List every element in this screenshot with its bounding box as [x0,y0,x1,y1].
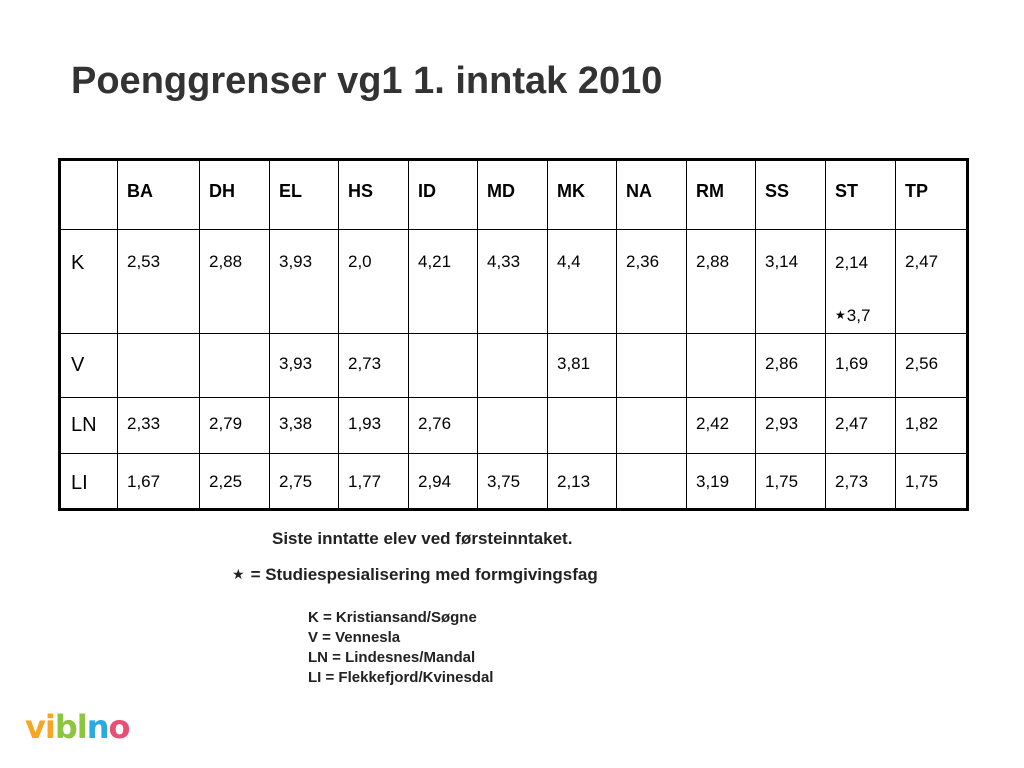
star-legend-note [232,565,598,585]
table-cell: 1,93 [339,398,409,454]
table-cell: 4,4 [548,230,617,334]
corner-cell [60,160,118,230]
table-cell: 4,21 [409,230,478,334]
table-cell [478,334,548,398]
legend-item: LN = Lindesnes/Mandal [308,649,476,666]
table-cell: 2,86 [756,334,826,398]
table-cell: 3,38 [270,398,339,454]
table-header-row [60,160,968,230]
logo-part: vi [25,708,55,746]
column-header: EL [270,160,339,230]
table-cell: 2,25 [200,454,270,510]
row-label: LN [60,398,118,454]
table-cell: 2,73 [339,334,409,398]
table-cell: 2,36 [617,230,687,334]
table-cell [200,334,270,398]
column-header: ID [409,160,478,230]
table-cell: 2,42 [687,398,756,454]
logo-part: bl [54,708,87,746]
table-cell: 3,81 [548,334,617,398]
table-row [60,230,968,334]
table-cell: 1,77 [339,454,409,510]
table-cell: 2,88 [200,230,270,334]
table-cell [617,398,687,454]
row-label: K [60,230,118,334]
table-cell: 4,33 [478,230,548,334]
score-table [58,158,969,511]
table-cell [409,334,478,398]
table-cell [478,398,548,454]
column-header: HS [339,160,409,230]
table-row [60,454,968,510]
table-cell [687,334,756,398]
table-cell: 2,53 [118,230,200,334]
table-cell: 3,93 [270,334,339,398]
table-cell [548,398,617,454]
slide-title: Poenggrenser vg1 1. inntak 2010 [71,60,663,102]
table-cell: 2,88 [687,230,756,334]
table-cell: 2,75 [270,454,339,510]
st-formgiving-value: 3,7 [846,306,871,325]
table-cell: 2,79 [200,398,270,454]
table-cell: 1,75 [896,454,968,510]
table-cell: 2,33 [118,398,200,454]
star-icon: ★ [835,308,846,322]
column-header: NA [617,160,687,230]
table-cell [617,454,687,510]
legend-item: V = Vennesla [308,629,401,646]
table-cell-value: 2,14 [835,253,869,272]
table-cell: 2,76 [409,398,478,454]
table-cell: 3,75 [478,454,548,510]
table-cell: 2,73 [826,454,896,510]
legend-item: K = Kristiansand/Søgne [308,609,477,626]
table-cell: 2,47 [896,230,968,334]
star-legend-text: = Studiespesialisering med formgivingsfag [250,565,598,584]
column-header: DH [200,160,270,230]
table-row [60,398,968,454]
column-header: ST [826,160,896,230]
table-cell [118,334,200,398]
logo-part: o [108,708,130,746]
table-cell-st [826,230,896,334]
star-icon: ★ [232,566,245,582]
column-header: RM [687,160,756,230]
viblio-logo [25,708,129,746]
table-cell-extra [835,304,895,327]
table-cell: 2,13 [548,454,617,510]
table-cell: 1,75 [756,454,826,510]
table-cell: 3,93 [270,230,339,334]
table-cell: 1,67 [118,454,200,510]
column-header: SS [756,160,826,230]
table-cell: 2,0 [339,230,409,334]
table-cell: 3,14 [756,230,826,334]
table-row [60,334,968,398]
logo-part: n [86,708,109,746]
column-header: BA [118,160,200,230]
table-cell: 2,93 [756,398,826,454]
column-header: MK [548,160,617,230]
legend-item: LI = Flekkefjord/Kvinesdal [308,669,494,686]
table-cell: 3,19 [687,454,756,510]
row-label: LI [60,454,118,510]
region-legend [308,608,493,688]
table-cell: 1,82 [896,398,968,454]
last-admitted-note: Siste inntatte elev ved førsteinntaket. [272,529,573,548]
column-header: TP [896,160,968,230]
table-cell: 2,56 [896,334,968,398]
table-cell: 2,94 [409,454,478,510]
table-cell: 1,69 [826,334,896,398]
table-cell: 2,47 [826,398,896,454]
column-header: MD [478,160,548,230]
table-cell [617,334,687,398]
row-label: V [60,334,118,398]
